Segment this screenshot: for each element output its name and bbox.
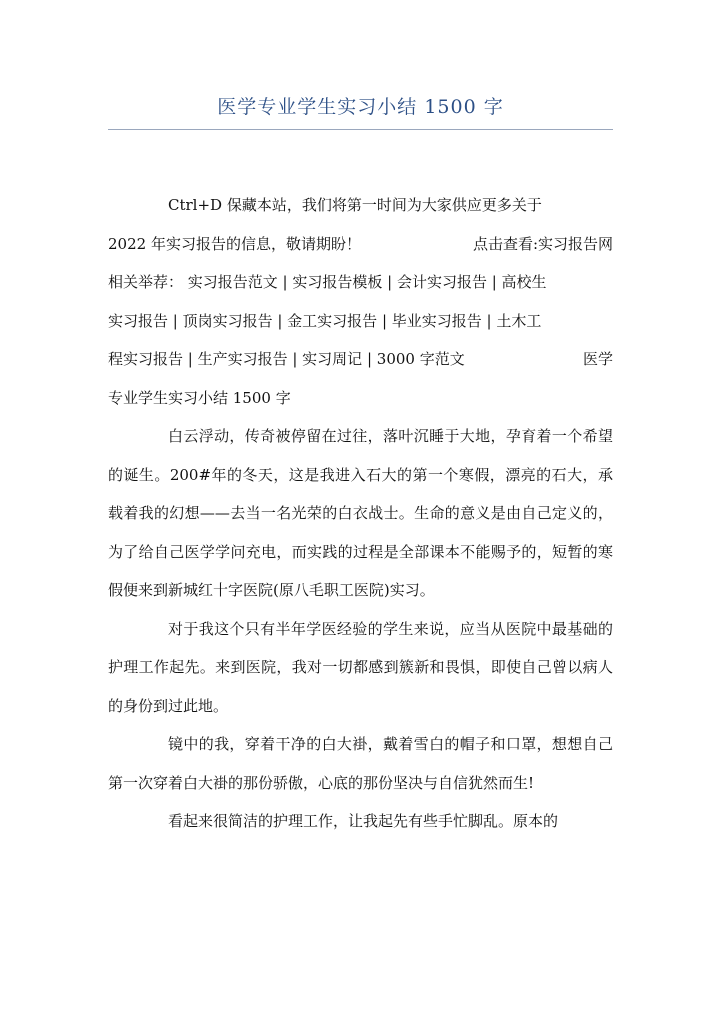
intro-line-3: 相关举荐： 实习报告范文 | 实习报告模板 | 会计实习报告 | 高校生	[108, 273, 547, 291]
intro-line-5-tail: 医学	[582, 350, 613, 368]
report-site-link[interactable]: 点击查看:实习报告网	[472, 234, 613, 253]
paragraph: 白云浮动，传奇被停留在过往，落叶沉睡于大地，孕育着一个希望的诞生。200#年的冬天，这是我进入石大的第一个寒假，漂亮的石大，承载着我的幻想——去当一名光荣的白衣战士。生命的意义是由自己定义的，为了给自己医学学问充电，而实践的过程是全部课本不能赐予的，短暂的寒假便来到新城红十字医院(原八毛职工医院)实习。	[108, 427, 613, 599]
paragraph: 看起来很简洁的护理工作，让我起先有些手忙脚乱。原本的	[168, 812, 559, 830]
intro-line-5-text: 程实习报告 | 生产实习报告 | 实习周记 | 3000 字范文	[108, 350, 465, 368]
intro-line-2-text: 2022 年实习报告的信息，敬请期盼！	[108, 234, 361, 253]
paragraph: 对于我这个只有半年学医经验的学生来说，应当从医院中最基础的护理工作起先。来到医院，我对一切都感到簇新和畏惧，即使自己曾以病人的身份到过此地。	[108, 619, 613, 715]
title-divider	[108, 129, 613, 130]
paragraph: 镜中的我，穿着干净的白大褂，戴着雪白的帽子和口罩，想想自己第一次穿着白大褂的那份骄傲，心底的那份坚决与自信犹然而生!	[108, 735, 613, 792]
document-body	[108, 186, 613, 841]
intro-line-5	[108, 340, 613, 379]
intro-line-1: Ctrl+D 保藏本站，我们将第一时间为大家供应更多关于	[168, 196, 542, 214]
intro-line-4: 实习报告 | 顶岗实习报告 | 金工实习报告 | 毕业实习报告 | 土木工	[108, 311, 542, 330]
intro-line-2	[108, 225, 613, 264]
page-title: 医学专业学生实习小结 1500 字	[217, 96, 504, 118]
intro-line-6: 专业学生实习小结 1500 字	[108, 388, 291, 407]
